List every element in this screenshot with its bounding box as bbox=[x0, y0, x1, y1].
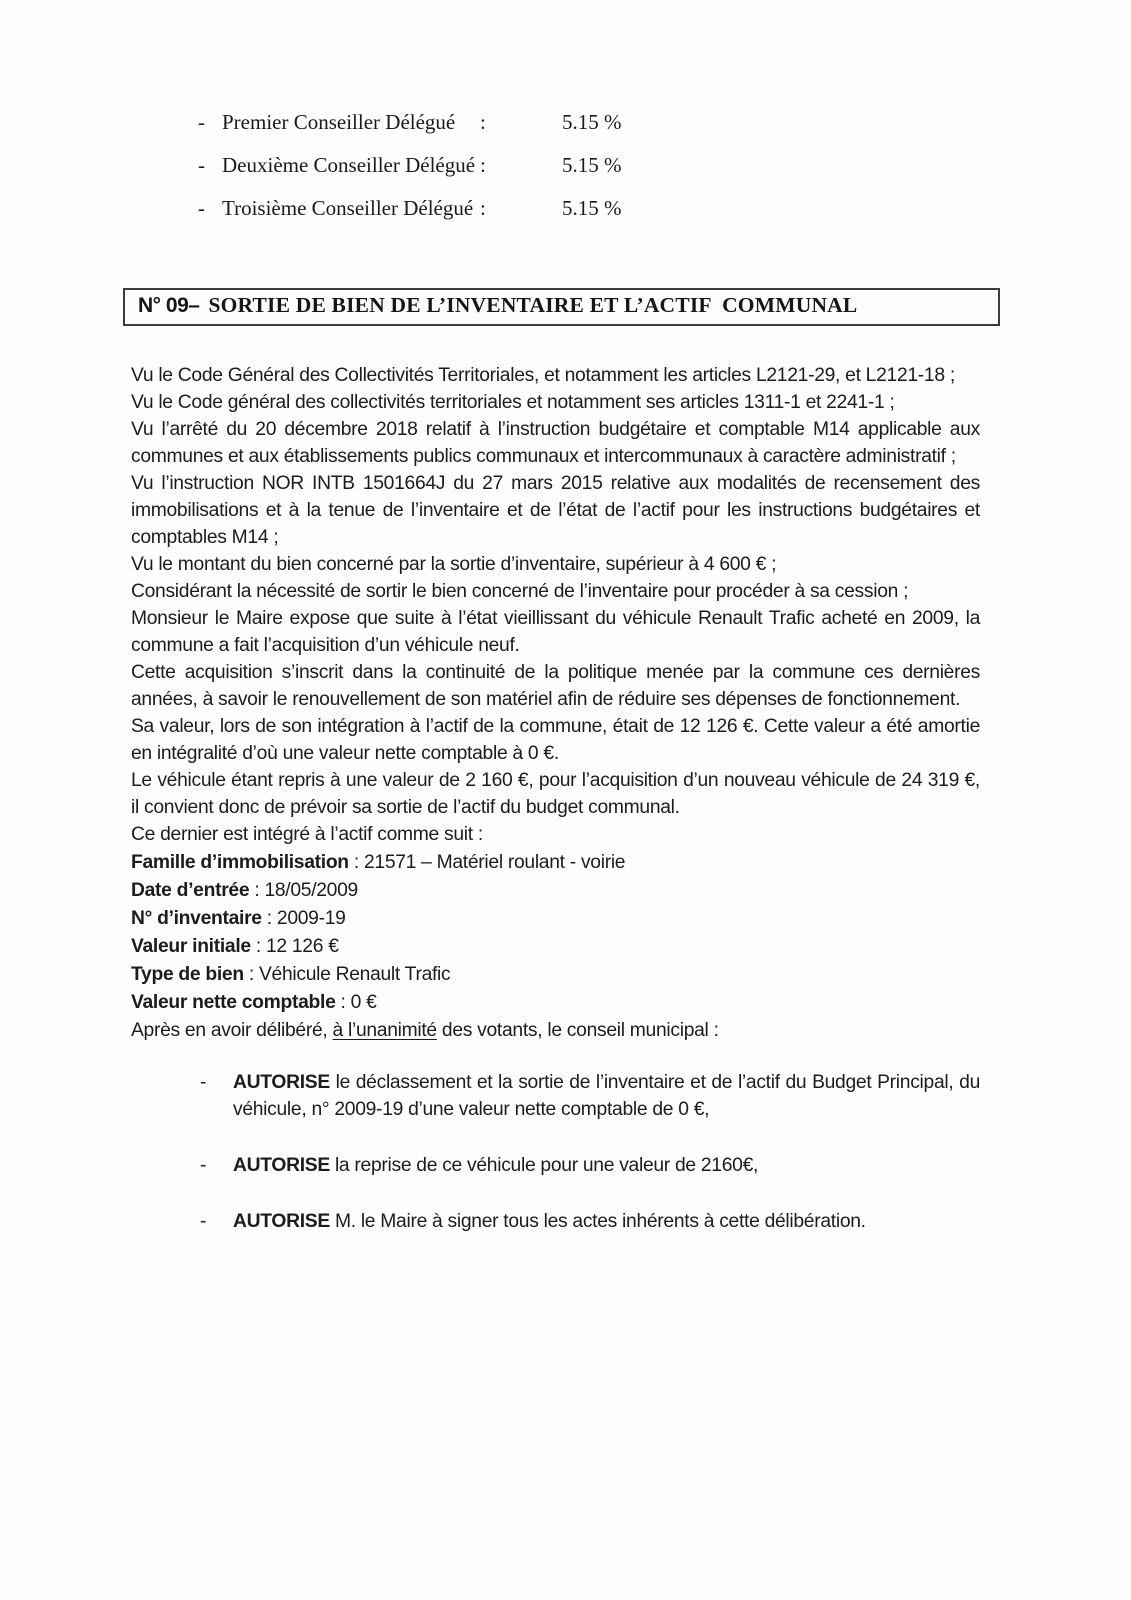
delegates-list bbox=[198, 0, 1131, 239]
delegate-row bbox=[198, 153, 1131, 196]
field-value: 12 126 € bbox=[265, 936, 339, 957]
field-label: Valeur nette comptable bbox=[131, 992, 336, 1013]
delegate-row bbox=[198, 110, 1131, 153]
field-separator: : bbox=[249, 880, 265, 901]
deliberation-pre: Après en avoir délibéré, bbox=[131, 1020, 333, 1041]
field-value: Véhicule Renault Trafic bbox=[259, 964, 451, 985]
decision-dash: - bbox=[200, 1072, 207, 1093]
decision-text bbox=[233, 1152, 980, 1179]
delegate-row bbox=[198, 196, 1131, 239]
field-label: N° d’inventaire bbox=[131, 908, 262, 929]
deliberation-post: des votants, le conseil municipal : bbox=[436, 1020, 719, 1041]
asset-field bbox=[131, 849, 980, 877]
section-title: SORTIE DE BIEN DE L’INVENTAIRE ET L’ACTIF COMMUNAL bbox=[208, 293, 858, 317]
decision-text bbox=[233, 1208, 980, 1235]
decision-item bbox=[200, 1208, 980, 1235]
paragraph-montant: Vu le montant du bien concerné par la sortie d’inventaire, supérieur à 4 600 € ; bbox=[131, 554, 777, 575]
delegate-value: 5.15 % bbox=[562, 153, 622, 177]
asset-field bbox=[131, 877, 980, 905]
delegate-label: Troisième Conseiller Délégué bbox=[222, 196, 474, 220]
field-value: 2009-19 bbox=[276, 908, 346, 929]
paragraph-valeur: Sa valeur, lors de son intégration à l’actif de la commune, était de 12 126 €. Cette valeur a été amortie en intégralité d’où une valeur nette comptable à 0 €. bbox=[131, 716, 980, 764]
field-separator: : bbox=[348, 852, 364, 873]
delegate-colon: : bbox=[480, 110, 486, 134]
decision-dash: - bbox=[200, 1155, 207, 1176]
decision-verb: AUTORISE bbox=[233, 1155, 330, 1176]
list-dash: - bbox=[198, 110, 205, 134]
deliberation-underlined: à l’unanimité bbox=[332, 1020, 437, 1041]
field-value: 18/05/2009 bbox=[264, 880, 358, 901]
decision-body: la reprise de ce véhicule pour une valeur de 2160€, bbox=[329, 1155, 759, 1176]
field-separator: : bbox=[335, 992, 351, 1013]
field-label: Type de bien bbox=[131, 964, 244, 985]
visa-paragraph: Vu le Code Général des Collectivités Territoriales, et notamment les articles L2121-29, et L2121-18 ; bbox=[131, 365, 955, 386]
decision-body: M. le Maire à signer tous les actes inhérents à cette délibération. bbox=[329, 1211, 866, 1232]
visa-paragraph: Vu le Code général des collectivités territoriales et notamment ses articles 1311-1 et 2241-1 ; bbox=[131, 392, 895, 413]
section-title-box bbox=[123, 288, 1000, 326]
asset-field bbox=[131, 961, 980, 989]
field-separator: : bbox=[243, 964, 259, 985]
field-label: Famille d’immobilisation bbox=[131, 852, 349, 873]
delegate-label: Deuxième Conseiller Délégué bbox=[222, 153, 476, 177]
decision-verb: AUTORISE bbox=[233, 1211, 330, 1232]
field-value: 0 € bbox=[350, 992, 377, 1013]
paragraph-acquisition: Cette acquisition s’inscrit dans la continuité de la politique menée par la commune ces dernières années, à savoir le renouvellement de son matériel afin de réduire ses dépenses de fonctionnement. bbox=[131, 662, 980, 710]
asset-field bbox=[131, 905, 980, 933]
delegate-value: 5.15 % bbox=[562, 196, 622, 220]
field-separator: : bbox=[261, 908, 277, 929]
asset-field bbox=[131, 989, 980, 1017]
decision-body: le déclassement et la sortie de l’inventaire et de l’actif du Budget Principal, du véhicule, n° 2009-19 d’une valeur nette comptable de 0 €, bbox=[233, 1072, 980, 1120]
delegate-label: Premier Conseiller Délégué bbox=[222, 110, 456, 134]
visa-paragraph: Vu l’instruction NOR INTB 1501664J du 27 mars 2015 relative aux modalités de recensement des immobilisations et à la tenue de l’inventaire et de l’état de l’actif pour les instructions budgétaires et comptables M14 ; bbox=[131, 473, 980, 548]
decision-text bbox=[233, 1069, 980, 1123]
list-dash: - bbox=[198, 153, 205, 177]
deliberation-line bbox=[131, 1017, 980, 1044]
document-body bbox=[131, 362, 980, 1235]
list-dash: - bbox=[198, 196, 205, 220]
section-number: N° 09– bbox=[138, 294, 200, 317]
visa-paragraph: Vu l’arrêté du 20 décembre 2018 relatif à l’instruction budgétaire et comptable M14 applicable aux communes et aux établissements publics communaux et intercommunaux à caractère administratif ; bbox=[131, 419, 980, 467]
delegate-value: 5.15 % bbox=[562, 110, 622, 134]
decision-item bbox=[200, 1069, 980, 1123]
decisions-list bbox=[131, 1069, 980, 1235]
field-separator: : bbox=[250, 936, 266, 957]
paragraph-expose: Monsieur le Maire expose que suite à l’état vieillissant du véhicule Renault Trafic acheté en 2009, la commune a fait l’acquisition d’un véhicule neuf. bbox=[131, 608, 980, 656]
delegate-colon: : bbox=[480, 196, 486, 220]
paragraph-reprise: Le véhicule étant repris à une valeur de 2 160 €, pour l’acquisition d’un nouveau véhicule de 24 319 €, il convient donc de prévoir sa sortie de l’actif du budget communal. bbox=[131, 770, 980, 818]
asset-field bbox=[131, 933, 980, 961]
asset-intro: Ce dernier est intégré à l’actif comme suit : bbox=[131, 824, 483, 845]
delegate-colon: : bbox=[480, 153, 486, 177]
field-label: Date d’entrée bbox=[131, 880, 250, 901]
field-label: Valeur initiale bbox=[131, 936, 251, 957]
field-value: 21571 – Matériel roulant - voirie bbox=[363, 852, 626, 873]
decision-item bbox=[200, 1152, 980, 1179]
paragraph-considerant: Considérant la nécessité de sortir le bien concerné de l’inventaire pour procéder à sa cession ; bbox=[131, 581, 909, 602]
decision-dash: - bbox=[200, 1211, 207, 1232]
decision-verb: AUTORISE bbox=[233, 1072, 330, 1093]
